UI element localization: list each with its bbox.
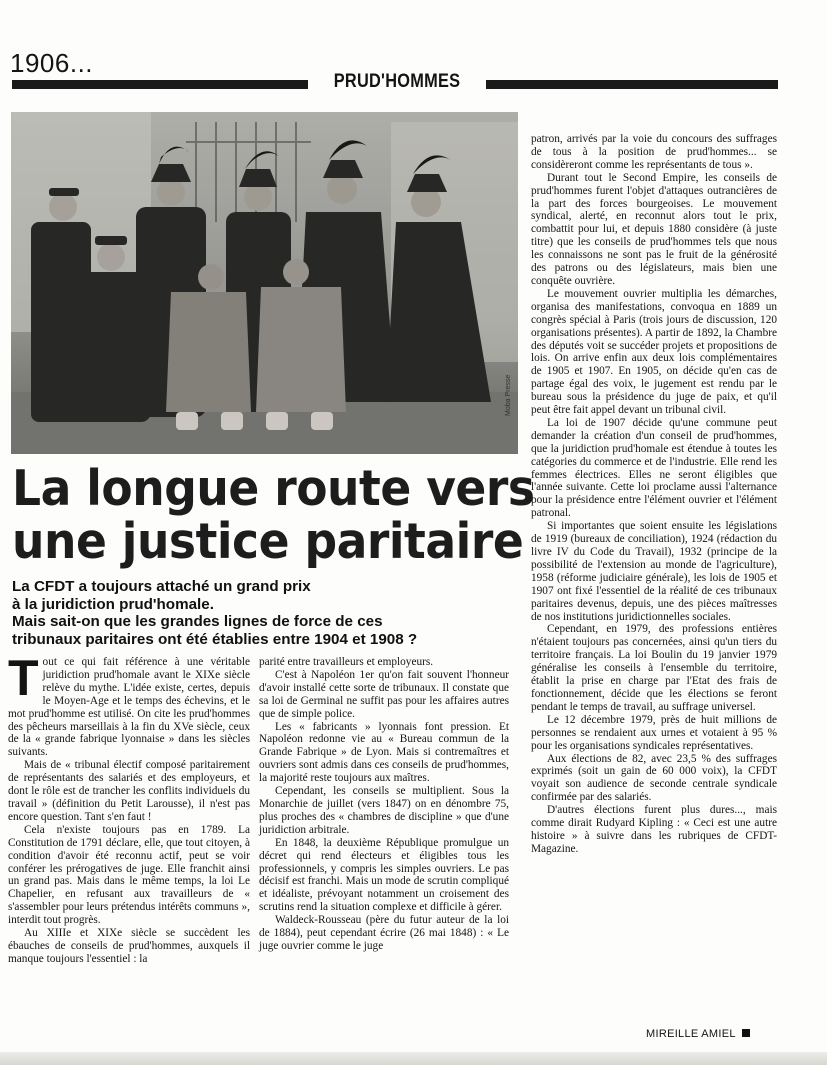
paragraph: Tout ce qui fait référence à une véritable juridiction prud'homale avant le XIXe siècle relève du mythe. L'idée existe, certes, depuis le Moyen-Age et le temps des échevins, et le mot prud'homme est utilisé. On cite les prud'hommes des pêcheurs marseillais à la fin du XVe siècle, ceux de la « grande fabrique lyonnaise » dans les siècles suivants. [8,650,250,759]
headline-line-2: une justice paritaire [12,513,524,570]
standfirst-line-3: Mais sait-on que les grandes lignes de force de ces [12,613,383,630]
paragraph: Cela n'existe toujours pas en 1789. La Constitution de 1791 déclare, elle, que tout citoyen, à condition d'avoir été reconnu actif, peut se voir conférer les prérogatives de juge. Elle franchit ainsi un grand pas. Mais dans le même temps, la loi Le Chapelier, en refusant aux travailleurs de « s'assembler pour leurs prétendus intérêts communs », interdit tout progrès. [8,823,250,927]
article-headline [12,460,535,570]
paragraph: Le 12 décembre 1979, près de huit millions de personnes se rendaient aux urnes et votaient à 95 % pour les organisations syndicales représentatives. [531,713,777,752]
paragraph: Au XIIIe et XIXe siècle se succèdent les ébauches de conseils de prud'hommes, auxquels il manque toujours l'essentiel : la [8,927,250,965]
paragraph: Durant tout le Second Empire, les conseils de prud'hommes furent l'objet d'attaques outrancières de la part des forces bourgeoises. Le mouvement syndical, alerté, en reconnut alors tout le prix, combattit pour lui, et depuis 1880 considère (à juste titre) que les conseils de prud'hommes tels que nous les connaissons ne sont pas le fruit de la générosité des patrons ou des législateurs, mais bien une conquête ouvrière. [531,171,777,287]
paragraph: Aux élections de 82, avec 23,5 % des suffrages exprimés (soit un gain de 60 000 voix), la CFDT voyait son audience de seconde centrale syndicale confirmée par des salariés. [531,752,777,804]
article-standfirst [12,578,517,648]
paragraph: parité entre travailleurs et employeurs. [259,656,434,668]
paragraph: Mais de « tribunal électif composé paritairement de représentants des salariés et des employeurs, et dont le rôle est de trancher les conflits individuels du travail » (définition du Petit Larousse), il n'est pas encore question. Tant s'en faut ! [8,759,250,823]
paragraph: Le mouvement ouvrier multiplia les démarches, organisa des manifestations, convoqua en 1889 un congrès spécial à Paris (trois jours de discussion, 120 organisations présentes). A partir de 1892, la Chambre des députés voit se succéder projets et propositions de lois. On arrive enfin aux deux lois complémentaires de 1905 et 1907. En 1905, on décide qu'en cas de partage égal des voix, le jugement est rendu par le bureau sous la présidence du juge de paix, et qu'il peut être fait appel devant un tribunal civil. [531,287,777,417]
historical-photo [11,112,518,454]
paragraph: Si importantes que soient ensuite les législations de 1919 (bureaux de conciliation), 1924 (rédaction du livre IV du Code du Travail), 1932 (principe de la possibilité de l'extension au monde de l'agriculture), 1958 (réforme judiciaire générale), les lois de 1905 et 1907 ont fixé l'essentiel de la réalité de ces tribunaux paritaires devenus, depuis, une des pièces maîtresses de nos institutions juridictionnelles sociales. [531,520,777,623]
article-column-2 [259,656,509,953]
paragraph: Cependant, les conseils se multiplient. Sous la Monarchie de juillet (vers 1847) on en dénombre 75, plus proches des « chambres de discipline » que d'une juridiction arbitrale. [259,785,509,836]
standfirst-line-1: La CFDT a toujours attaché un grand prix [12,578,311,595]
issue-year: 1906... [10,48,94,78]
article-column-3 [531,133,777,856]
paragraph: D'autres élections furent plus dures..., mais comme dirait Rudyard Kipling : « Ceci est une autre histoire » à suivre dans les rubriques de CFDT-Magazine. [531,804,777,855]
drop-cap: T [8,650,39,706]
author-signature [646,1028,750,1040]
article-column-1 [8,650,250,966]
paragraph: Les « fabricants » lyonnais font pression. Et Napoléon redonne vie au « Bureau commun de la Grande Fabrique » de Lyon. Mais si contremaîtres et ouvriers sont admis dans ces conseils de prud'hommes, la majorité reste toujours aux maîtres. [259,720,509,785]
rubric-rule-left [12,80,308,89]
paragraph: C'est à Napoléon 1er qu'on fait souvent l'honneur d'avoir installé cette sorte de tribunaux. Il constate que sa loi de Germinal ne suffit pas pour les affaires autres que de simple police. [259,668,509,720]
paragraph: En 1848, la deuxième République promulgue un décret qui rend électeurs et éligibles tous les professionnels, y compris les simples ouvriers. Le pas décisif est franchi. Mais un mode de scrutin compliqué et idéaliste, prévoyant notamment un croisement des scrutins rend la situation complexe et difficile à gérer. [259,836,509,914]
headline-line-1: La longue route vers [12,460,535,517]
author-name: MIREILLE AMIEL [646,1028,736,1040]
rubric-rule-right [486,80,778,89]
photo-credit: Moba Presse [505,374,512,416]
rubric-title: PRUD'HOMMES [333,71,461,92]
end-mark-icon [742,1029,750,1037]
page-bottom-edge [0,1052,827,1065]
standfirst-line-2: à la juridiction prud'homale. [12,595,214,613]
paragraph: patron, arrivés par la voie du concours des suffrages de tous à la position de prud'hommes... se considèreront comme les représentants de tous ». [531,133,777,171]
paragraph: Cependant, en 1979, des professions entières n'étaient toujours pas concernées, ainsi qu'un tiers du territoire français. La loi Boulin du 19 janvier 1979 généralise les conseils à l'ensemble du territoire, établit la prise en charge par l'Etat des frais de fonctionnement, décide que les élections se feront pendant le temps de travail, au suffrage universel. [531,623,777,713]
photo-illustration [11,112,518,454]
paragraph: La loi de 1907 décide qu'une commune peut demander la création d'un conseil de prud'hommes, que la juridiction prud'homale est étendue à toutes les catégories du commerce et de l'industrie. Elle rend les femmes électrices. Elles ne seront éligibles que l'année suivante. Cette loi proclame aussi l'alternance pour la présidence entre l'élément ouvrier et l'élément patronal. [531,416,777,520]
standfirst-line-4: tribunaux paritaires ont été établies entre 1904 et 1908 ? [12,630,418,648]
paragraph: Waldeck-Rousseau (père du futur auteur de la loi de 1884), peut cependant écrire (26 mai 1848) : « Le juge ouvrier comme le juge [259,914,509,952]
